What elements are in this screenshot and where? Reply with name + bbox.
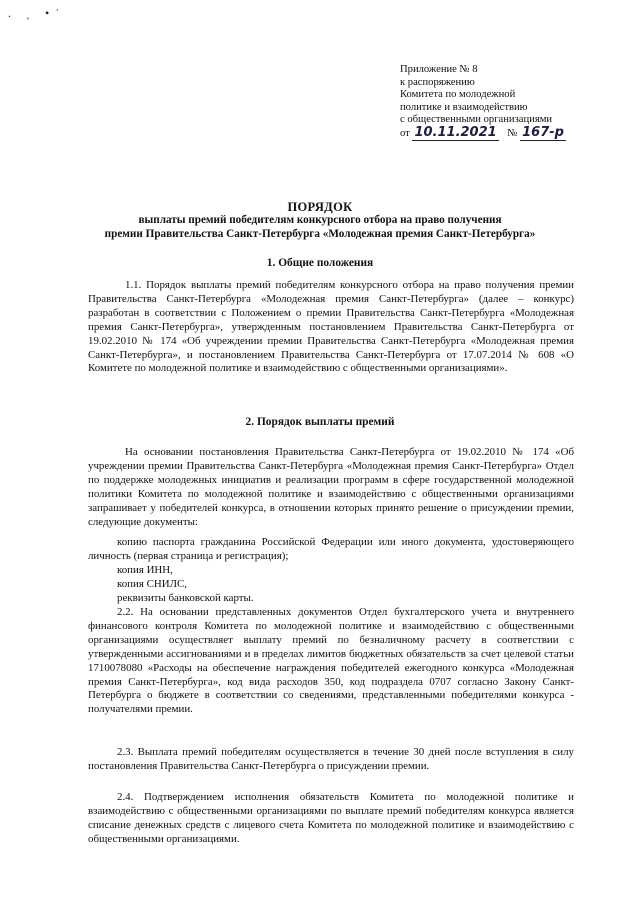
document-item: копию паспорта гражданина Российской Федерации или иного документа, удостоверяющего личность (первая страница и регистрация); <box>88 536 574 562</box>
handwritten-date: 10.11.2021 <box>414 124 497 140</box>
document-item: копия СНИЛС, <box>117 578 187 590</box>
document-title: ПОРЯДОК <box>287 200 353 214</box>
paragraph-2-3: 2.3. Выплата премий победителям осуществляется в течение 30 дней после вступления в силу постановления Правительства Санкт-Петербурга о присуждении премии. <box>88 746 574 772</box>
date-prefix: от <box>400 127 410 139</box>
subtitle-line: выплаты премий победителям конкурсного отбора на право получения <box>138 214 502 226</box>
appendix-line: Приложение № 8 <box>400 64 478 75</box>
number-prefix: № <box>507 127 518 139</box>
paragraph-2-4: 2.4. Подтверждением исполнения обязательств Комитета по молодежной политике и взаимодействию с общественными организациями по выплате премий победителям конкурса является списание денежных средств с лицевого счета Комитета по молодежной политике и взаимодействию с общественными организациями. <box>88 791 574 845</box>
paragraph-2-intro: На основании постановления Правительства Санкт-Петербурга от 19.02.2010 № 174 «Об учреждении премии Правительства Санкт-Петербурга «Молодежная премия Санкт-Петербурга» Отдел по поддержке молодежных инициатив и реализации программ в сфере государственной молодежной политики Комитета по молодежной политике и взаимодействию с общественными организациями запрашивает у победителей конкурса, в отношении которых принято решение о присуждении премии, следующие документы: <box>88 446 574 528</box>
appendix-line: политике и взаимодействию <box>400 101 528 113</box>
document-item: копия ИНН, <box>117 564 173 576</box>
section-heading-payment: 2. Порядок выплаты премий <box>245 416 395 428</box>
paragraph-1-1: 1.1. Порядок выплаты премий победителям конкурсного отбора на право получения премии Правительства Санкт-Петербурга «Молодежная премия Санкт-Петербурга» (далее – конкурс) разработан в соответствии с Положением о премии Правительства Санкт-Петербурга «Молодежная премия Санкт-Петербурга», утвержденным постановлением Правительства Санкт-Петербурга от 19.02.2010 № 174 «Об учреждении премии Правительства Санкт-Петербурга «Молодежная премия Санкт-Петербурга», и постановлением Правительства Санкт-Петербурга от 17.07.2014 № 608 «О Комитете по молодежной политике и взаимодействию с общественными организациями». <box>88 279 574 375</box>
appendix-block <box>400 64 632 141</box>
paragraph-2-2: 2.2. На основании представленных документов Отдел бухгалтерского учета и внутреннего финансового контроля Комитета по молодежной политике и взаимодействию с общественными организациями осуществляет выплату премий по безналичному расчету в соответствии с утвержденными ассигнованиями и в пределах лимитов бюджетных обязательств за счет целевой статьи 1710078080 «Расходы на обеспечение награждения победителей ежегодного конкурса «Молодежная премия Санкт-Петербурга», код вида расходов 350, код подраздела 0707 согласно Закону Санкт-Петербурга о бюджете в соответствии со сведениями, представленными победителями конкурса - получателями премии. <box>88 606 574 716</box>
appendix-line: Комитета по молодежной <box>400 89 516 101</box>
appendix-line: к распоряжению <box>400 76 475 88</box>
appendix-date-line <box>400 124 632 141</box>
scan-specks: . ˎ •˙ <box>8 6 66 20</box>
section-heading-general: 1. Общие положения <box>266 257 374 269</box>
document-item: реквизиты банковской карты. <box>117 592 254 604</box>
document-subtitle <box>0 214 640 241</box>
subtitle-line: премии Правительства Санкт-Петербурга «Молодежная премия Санкт-Петербурга» <box>104 227 536 240</box>
handwritten-number: 167-р <box>522 124 564 140</box>
appendix-line: с общественными организациями <box>400 114 553 126</box>
